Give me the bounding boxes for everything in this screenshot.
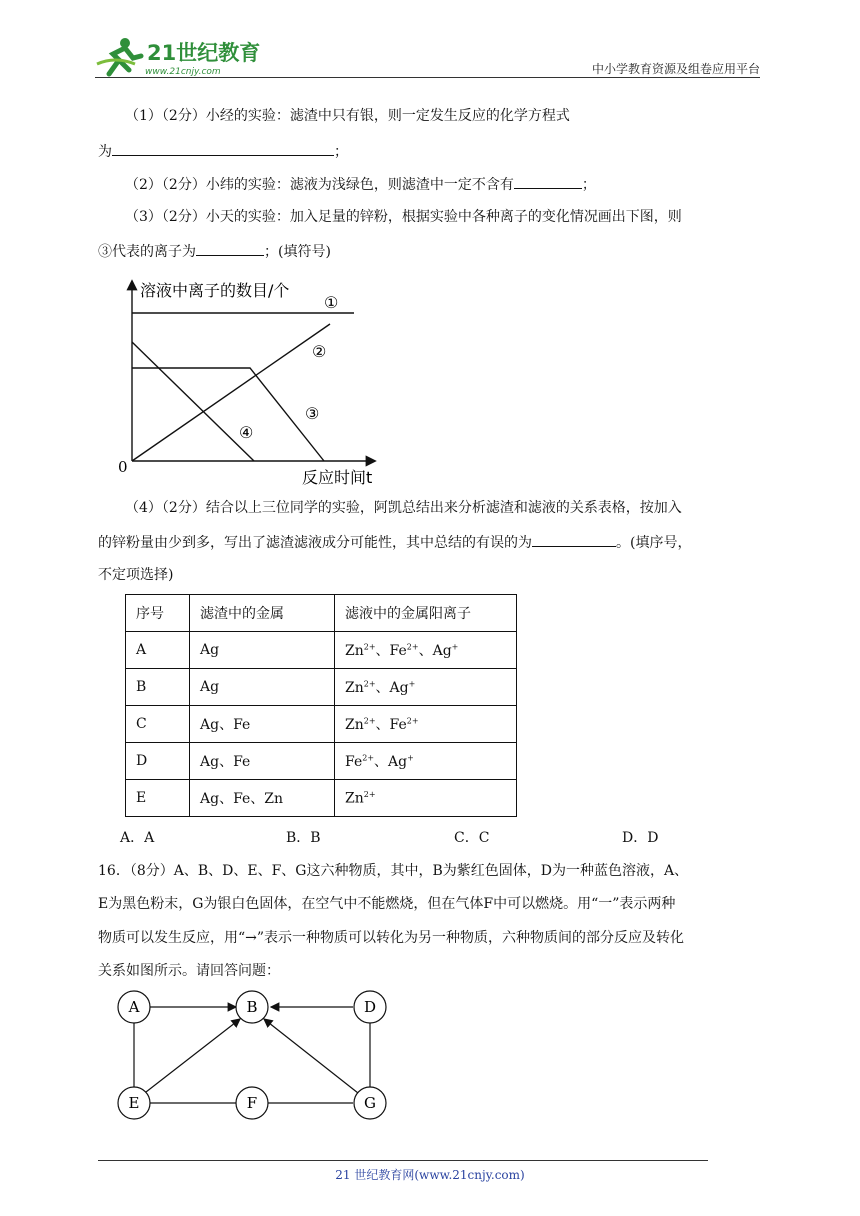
row-id-cell: D bbox=[126, 743, 190, 780]
q3-line2 bbox=[98, 241, 331, 262]
q4-line2-suffix: 。(填序号， bbox=[616, 535, 692, 551]
q2-line bbox=[125, 174, 596, 195]
footer-text[interactable]: 21 世纪教育网(www.21cnjy.com) bbox=[335, 1168, 525, 1182]
q1-suffix: ； bbox=[334, 144, 348, 160]
series-label-2: ② bbox=[312, 342, 327, 361]
ion-chart bbox=[112, 276, 402, 490]
option-a[interactable]: A．A bbox=[120, 830, 155, 846]
q4-answer-blank[interactable] bbox=[532, 532, 616, 547]
edge-g-b bbox=[264, 1019, 358, 1093]
footer-divider bbox=[98, 1160, 708, 1161]
row-id-cell: A bbox=[126, 632, 190, 669]
series-line-2 bbox=[132, 324, 330, 461]
table-header-cell: 序号 bbox=[126, 595, 190, 632]
row-metal-cell: Ag bbox=[190, 669, 335, 706]
option-b[interactable]: B．B bbox=[286, 830, 321, 846]
row-metal-cell: Ag、Fe bbox=[190, 706, 335, 743]
row-ions-cell: $Zn^{2+}$、Ag+ bbox=[335, 669, 517, 706]
site-logo bbox=[95, 34, 260, 78]
relation-diagram bbox=[112, 986, 402, 1126]
q1-answer-blank[interactable] bbox=[112, 141, 334, 156]
logo-text: 21世纪教育 bbox=[147, 41, 260, 65]
row-id-cell: B bbox=[126, 669, 190, 706]
table-header-cell: 滤渣中的金属 bbox=[190, 595, 335, 632]
q3-answer-blank[interactable] bbox=[196, 241, 264, 256]
node-a bbox=[118, 991, 150, 1023]
table-header-cell: 滤液中的金属阳离子 bbox=[335, 595, 517, 632]
series-line-4 bbox=[132, 342, 254, 461]
svg-text:D: D bbox=[363, 998, 377, 1016]
svg-text:G: G bbox=[364, 1094, 376, 1112]
table-row bbox=[126, 706, 517, 743]
row-id-cell: C bbox=[126, 706, 190, 743]
logo-url: www.21cnjy.com bbox=[145, 67, 221, 77]
svg-text:F: F bbox=[246, 1094, 258, 1112]
q1-line1: （1）（2分）小经的实验：滤渣中只有银，则一定发生反应的化学方程式 bbox=[125, 108, 570, 124]
q1-prefix: 为 bbox=[98, 144, 112, 160]
option-d[interactable]: D．D bbox=[622, 830, 659, 846]
running-man-icon bbox=[97, 38, 141, 74]
row-ions-cell: $Fe^{2+}$、Ag+ bbox=[335, 743, 517, 780]
origin-label: 0 bbox=[118, 458, 128, 476]
row-metal-cell: Ag、Fe bbox=[190, 743, 335, 780]
q1-line2 bbox=[98, 141, 348, 162]
row-ions-cell: $Zn^{2+}$ bbox=[335, 780, 517, 817]
series-label-1: ① bbox=[324, 293, 339, 312]
q3-line1: （3）（2分）小天的实验：加入足量的锌粉，根据实验中各种离子的变化情况画出下图，则 bbox=[125, 209, 682, 225]
row-metal-cell: Ag、Fe、Zn bbox=[190, 780, 335, 817]
q4-line2-text: 的锌粉量由少到多，写出了滤渣滤液成分可能性，其中总结的有误的为 bbox=[98, 535, 532, 551]
row-metal-cell: Ag bbox=[190, 632, 335, 669]
node-e bbox=[118, 1087, 150, 1119]
q2-text: （2）（2分）小纬的实验：滤液为浅绿色，则滤渣中一定不含有 bbox=[125, 177, 514, 193]
q4-line3: 不定项选择) bbox=[98, 567, 174, 583]
q2-answer-blank[interactable] bbox=[514, 174, 582, 189]
table-row bbox=[126, 669, 517, 706]
metal-ion-table bbox=[125, 594, 517, 817]
series-line-3 bbox=[132, 368, 324, 461]
node-g bbox=[354, 1087, 386, 1119]
q16-line3: 物质可以发生反应，用“→”表示一种物质可以转化为另一种物质，六种物质间的部分反应及转化 bbox=[98, 930, 685, 946]
option-c[interactable]: C．C bbox=[454, 830, 490, 846]
table-row bbox=[126, 780, 517, 817]
node-d bbox=[354, 991, 386, 1023]
row-id-cell: E bbox=[126, 780, 190, 817]
q16-line1: 16．（8分）A、B、D、E、F、G这六种物质，其中，B为紫红色固体，D为一种蓝色溶液，A、 bbox=[98, 863, 689, 879]
node-b bbox=[236, 991, 268, 1023]
q16-line2: E为黑色粉末，G为银白色固体，在空气中不能燃烧，但在气体F中可以燃烧。用“一”表示两种 bbox=[98, 896, 676, 912]
svg-text:E: E bbox=[128, 1094, 140, 1112]
series-label-3: ③ bbox=[305, 404, 320, 423]
row-ions-cell: $Zn^{2+}$、$Fe^{2+}$、Ag+ bbox=[335, 632, 517, 669]
row-ions-cell: $Zn^{2+}$、$Fe^{2+}$ bbox=[335, 706, 517, 743]
edge-e-b bbox=[146, 1019, 240, 1092]
series-label-4: ④ bbox=[239, 423, 254, 442]
q4-line1: （4）（2分）结合以上三位同学的实验，阿凯总结出来分析滤渣和滤液的关系表格，按加入 bbox=[125, 500, 682, 516]
x-axis-label: 反应时间t bbox=[302, 468, 373, 487]
table-row bbox=[126, 632, 517, 669]
svg-text:A: A bbox=[128, 998, 140, 1016]
table-row bbox=[126, 743, 517, 780]
y-axis-label: 溶液中离子的数目/个 bbox=[140, 281, 290, 300]
q16-line4: 关系如图所示。请回答问题： bbox=[98, 963, 280, 979]
q2-suffix: ； bbox=[581, 177, 596, 193]
platform-label: 中小学教育资源及组卷应用平台 bbox=[591, 62, 760, 76]
svg-text:B: B bbox=[246, 998, 258, 1016]
q3-prefix: ③代表的离子为 bbox=[98, 244, 196, 260]
header-divider bbox=[95, 77, 760, 78]
q4-line2 bbox=[98, 532, 691, 553]
table-header-row bbox=[126, 595, 517, 632]
node-f bbox=[236, 1087, 268, 1119]
q3-suffix: ；(填符号) bbox=[264, 244, 331, 260]
